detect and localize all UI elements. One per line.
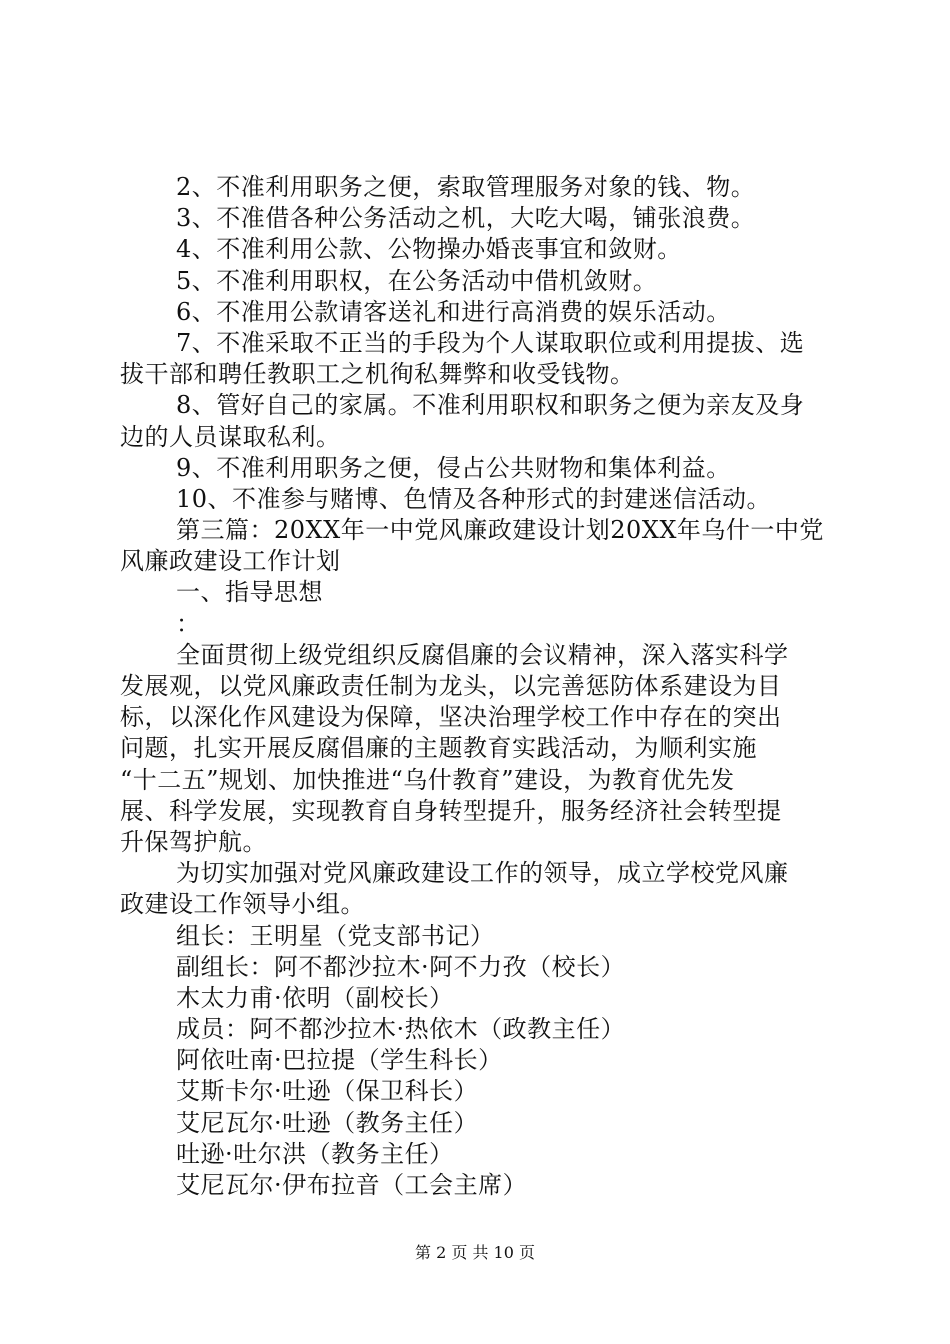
text-line: 问题，扎实开展反腐倡廉的主题教育实践活动，为顺利实施 <box>120 734 757 763</box>
text-line: ： <box>176 609 201 638</box>
text-line: “十二五”规划、加快推进“乌什教育”建设，为教育优先发 <box>120 765 735 794</box>
text-line: 副组长：阿不都沙拉木·阿不力孜（校长） <box>176 952 626 981</box>
text-line: 展、科学发展，实现教育自身转型提升，服务经济社会转型提 <box>120 796 782 825</box>
text-line: 政建设工作领导小组。 <box>120 890 365 919</box>
text-line: 艾斯卡尔·吐逊（保卫科长） <box>176 1077 479 1106</box>
text-line: 组长：王明星（党支部书记） <box>176 921 495 950</box>
text-line: 艾尼瓦尔·吐逊（教务主任） <box>176 1108 479 1137</box>
text-line: 4、不准利用公款、公物操办婚丧事宜和敛财。 <box>176 235 682 264</box>
text-line: 3、不准借各种公务活动之机，大吃大喝，铺张浪费。 <box>176 204 756 233</box>
text-line: 成员：阿不都沙拉木·热依木（政教主任） <box>176 1015 626 1044</box>
text-line: 升保驾护航。 <box>120 827 267 856</box>
text-line: 全面贯彻上级党组织反腐倡廉的会议精神，深入落实科学 <box>176 640 789 669</box>
text-line: 6、不准用公款请客送礼和进行高消费的娱乐活动。 <box>176 297 731 326</box>
text-line: 拔干部和聘任教职工之机徇私舞弊和收受钱物。 <box>120 360 635 389</box>
text-line: 7、不准采取不正当的手段为个人谋取职位或利用提拔、选 <box>176 328 805 357</box>
text-line: 吐逊·吐尔洪（教务主任） <box>176 1139 454 1168</box>
text-line: 为切实加强对党风廉政建设工作的领导，成立学校党风廉 <box>176 859 789 888</box>
text-line: 边的人员谋取私利。 <box>120 422 341 451</box>
text-line: 10、不准参与赌博、色情及各种形式的封建迷信活动。 <box>176 484 772 513</box>
text-line: 第三篇：20XX年一中党风廉政建设计划20XX年乌什一中党 <box>176 516 824 545</box>
text-line: 5、不准利用职权，在公务活动中借机敛财。 <box>176 266 658 295</box>
text-line: 8、管好自己的家属。不准利用职权和职务之便为亲友及身 <box>176 391 805 420</box>
text-line: 一、指导思想 <box>176 578 323 607</box>
document-body <box>120 172 840 1201</box>
text-line: 风廉政建设工作计划 <box>120 547 341 576</box>
text-line: 2、不准利用职务之便，索取管理服务对象的钱、物。 <box>176 173 756 201</box>
page-footer: 第 2 页 共 10 页 <box>415 1243 535 1262</box>
text-line: 艾尼瓦尔·伊布拉音（工会主席） <box>176 1171 528 1199</box>
text-line: 标，以深化作风建设为保障，坚决治理学校工作中存在的突出 <box>120 703 782 732</box>
text-line: 发展观，以党风廉政责任制为龙头，以完善惩防体系建设为目 <box>120 672 782 700</box>
text-line: 木太力甫·依明（副校长） <box>176 983 454 1012</box>
text-line: 阿依吐南·巴拉提（学生科长） <box>176 1046 503 1075</box>
text-line: 9、不准利用职务之便，侵占公共财物和集体利益。 <box>176 453 731 482</box>
